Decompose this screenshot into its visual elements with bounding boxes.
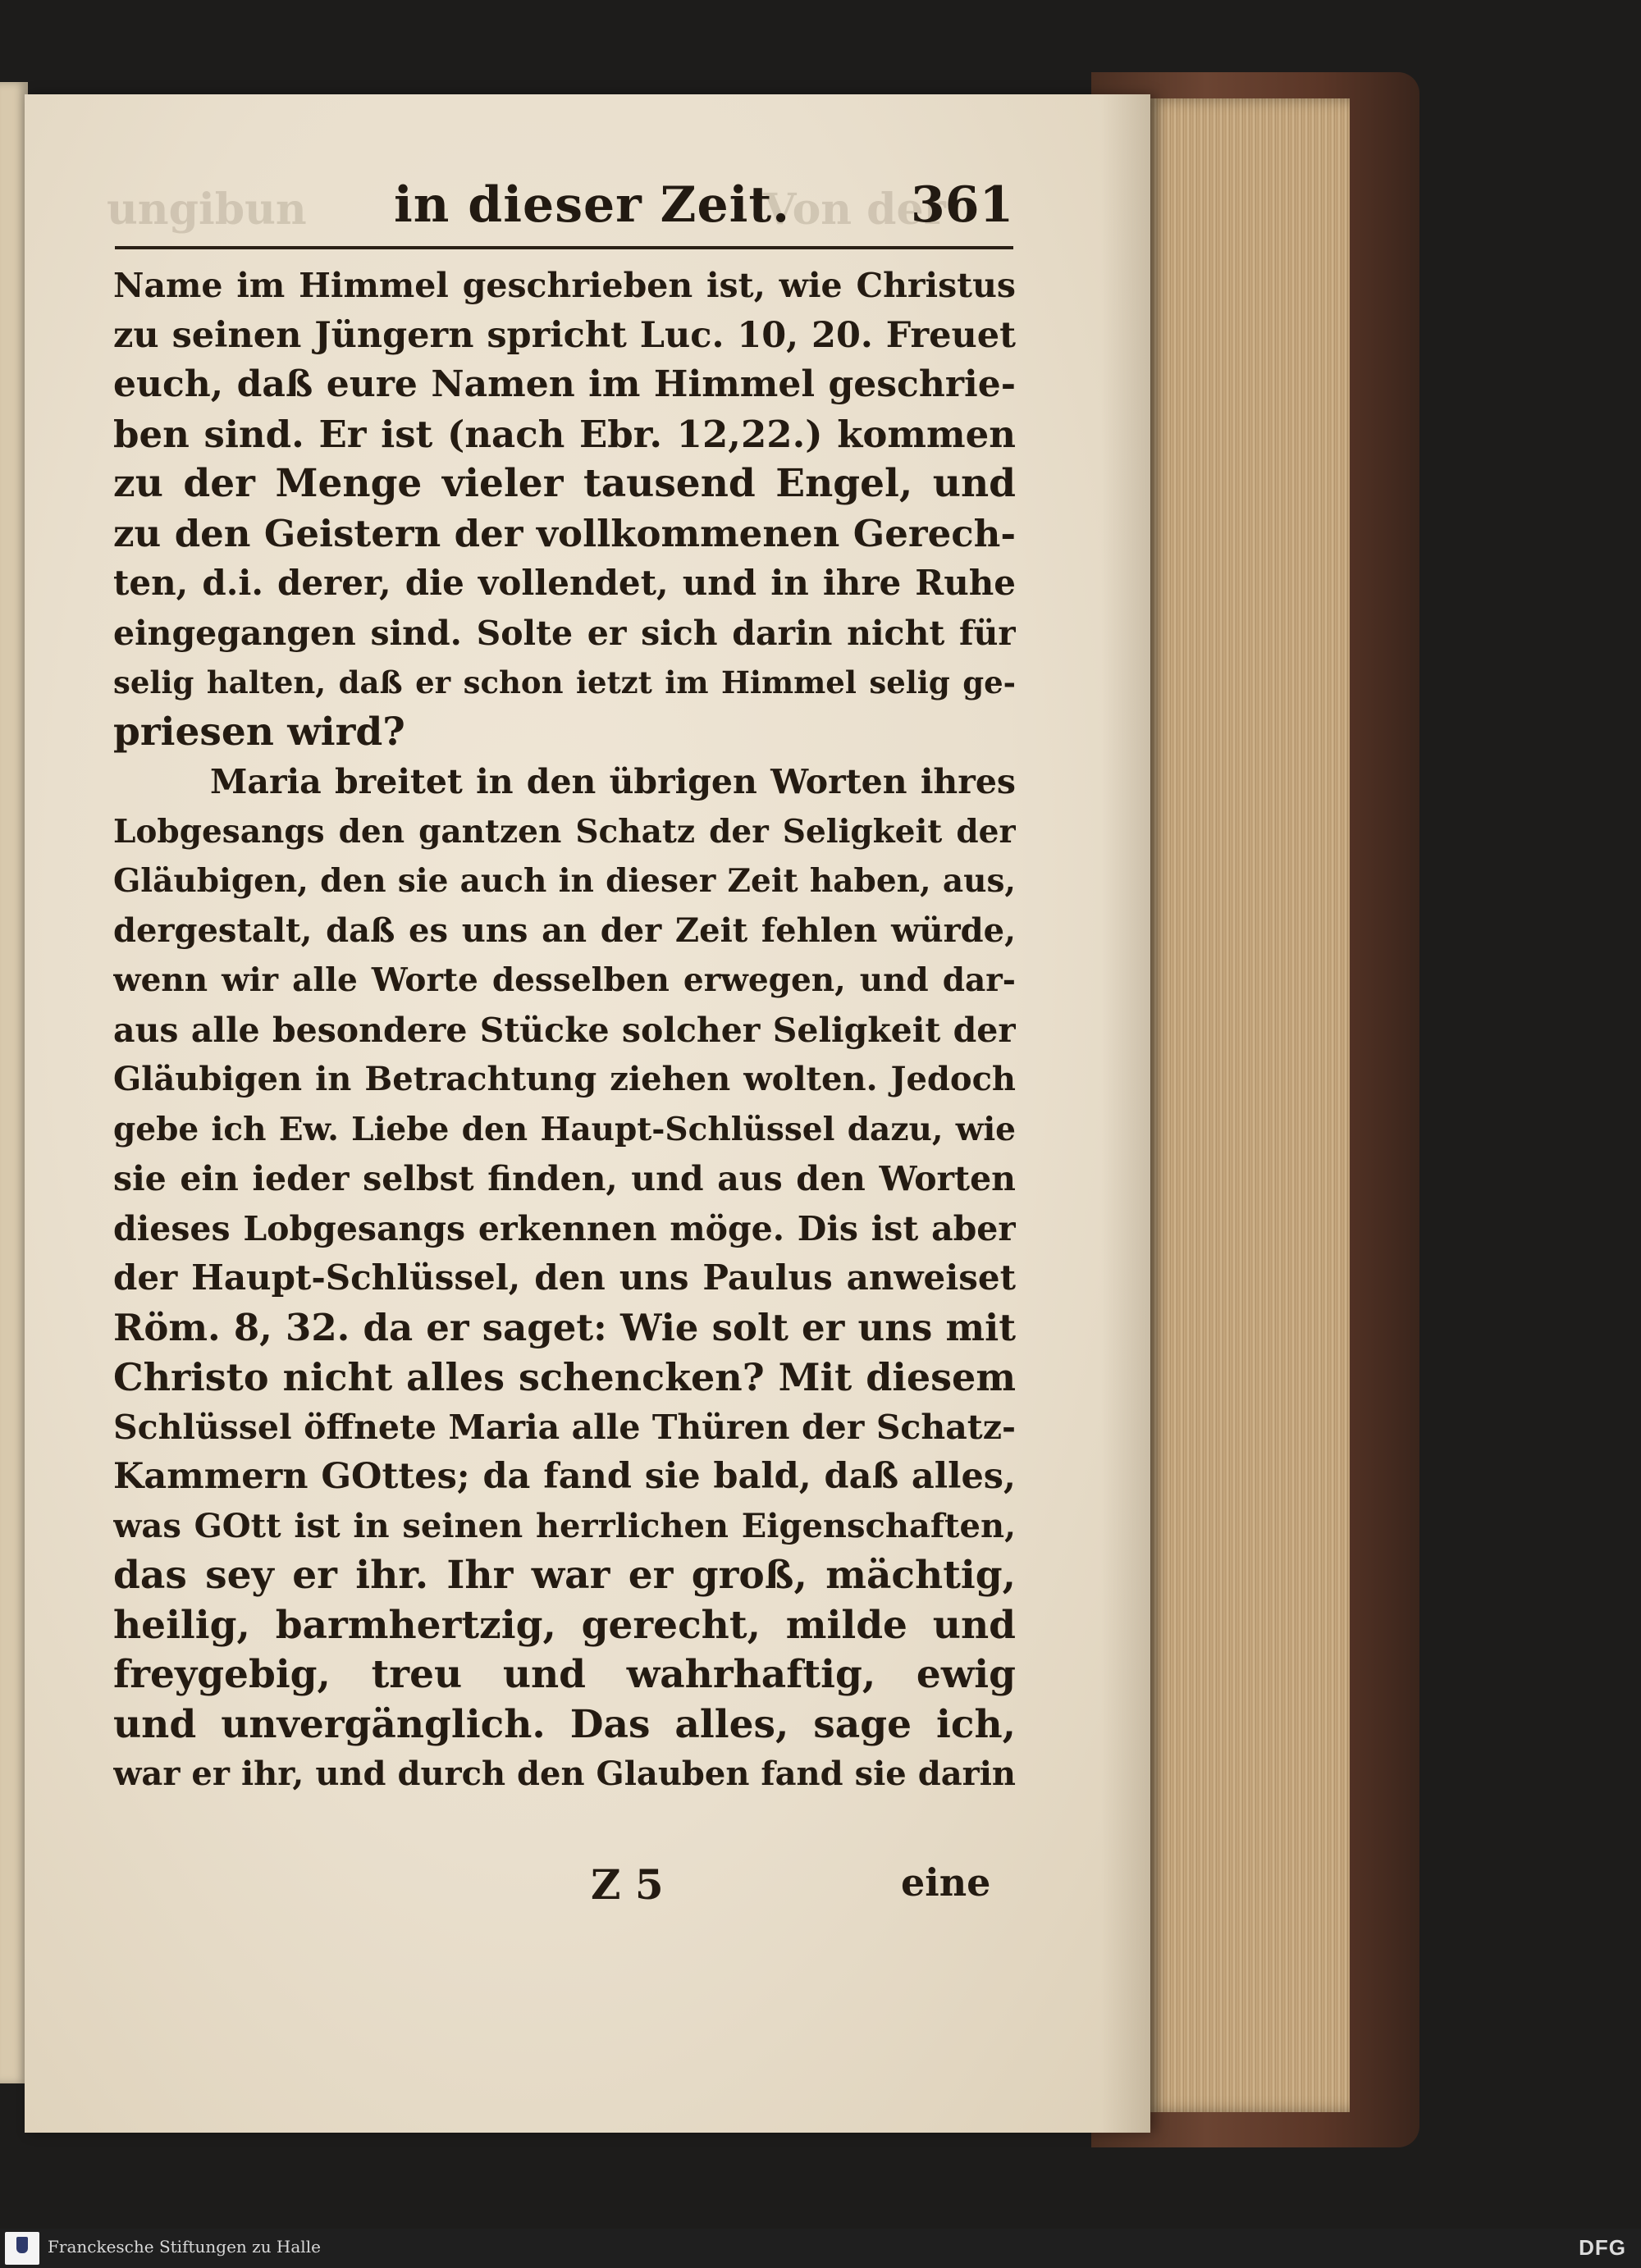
- previous-page-edge: [0, 82, 28, 2083]
- text-line: zu der Menge vieler tausend Engel, und: [113, 461, 1016, 506]
- text-line: wenn wir alle Worte desselben erwegen, und dar-: [113, 961, 1016, 999]
- catchword: eine: [901, 1860, 991, 1905]
- text-line: Gläubigen in Betrachtung ziehen wolten. Jedoch: [113, 1060, 1016, 1098]
- text-line: ben sind. Er ist (nach Ebr. 12,22.) kommen: [113, 412, 1016, 456]
- text-line: selig halten, daß er schon ietzt im Himmel selig ge-: [113, 664, 1016, 700]
- text-line: Röm. 8, 32. da er saget: Wie solt er uns mit: [113, 1305, 1016, 1349]
- show-through-text: Von der: [763, 185, 947, 235]
- text-line: aus alle besondere Stücke solcher Seligkeit der: [113, 1010, 1016, 1050]
- text-line: heilig, barmhertzig, gerecht, milde und: [113, 1602, 1016, 1648]
- page-number: 361: [911, 176, 1014, 234]
- text-line: zu den Geistern der vollkommenen Gerech-: [113, 511, 1016, 555]
- text-line: das sey er ihr. Ihr war er groß, mächtig,: [113, 1553, 1016, 1598]
- text-line: und unvergänglich. Das alles, sage ich,: [113, 1701, 1016, 1747]
- text-line: euch, daß eure Namen im Himmel geschrie-: [113, 363, 1016, 405]
- text-line: priesen wird?: [113, 709, 405, 755]
- show-through-text: ungibun: [107, 185, 307, 235]
- head-rule: [115, 246, 1013, 249]
- text-line: Kammern GOttes; da fand sie bald, daß alles,: [113, 1456, 1016, 1497]
- body-text: [113, 261, 1016, 1800]
- text-line: Maria breitet in den übrigen Worten ihres: [210, 762, 1016, 801]
- shield-icon: [16, 2237, 28, 2253]
- text-line: ten, d.i. derer, die vollendet, und in ihre Ruhe: [113, 563, 1016, 603]
- footer-organization: Franckesche Stiftungen zu Halle: [48, 2237, 321, 2257]
- institution-logo-icon: [5, 2232, 39, 2265]
- text-line: Schlüssel öffnete Maria alle Thüren der Schatz-: [113, 1407, 1016, 1447]
- text-line: gebe ich Ew. Liebe den Haupt-Schlüssel dazu, wie: [113, 1110, 1016, 1148]
- text-line: was GOtt ist in seinen herrlichen Eigenschaften,: [113, 1506, 1016, 1545]
- text-line: dieses Lobgesangs erkennen möge. Dis ist aber: [113, 1208, 1016, 1248]
- text-line: Lobgesangs den gantzen Schatz der Seligkeit der: [113, 812, 1016, 851]
- footer-funder-logo: DFG: [1579, 2235, 1626, 2260]
- text-line: freygebig, treu und wahrhaftig, ewig: [113, 1652, 1016, 1697]
- viewer-footer: [0, 2229, 1641, 2268]
- signature-mark: Z 5: [591, 1860, 664, 1909]
- text-line: eingegangen sind. Solte er sich darin nicht für: [113, 613, 1016, 653]
- running-head: in dieser Zeit.: [394, 176, 791, 234]
- text-line: zu seinen Jüngern spricht Luc. 10, 20. Freuet: [113, 314, 1016, 356]
- text-line: Name im Himmel geschrieben ist, wie Christus: [113, 266, 1016, 305]
- text-line: sie ein ieder selbst finden, und aus den Worten: [113, 1159, 1016, 1198]
- text-line: war er ihr, und durch den Glauben fand sie darin: [113, 1755, 1016, 1793]
- text-line: der Haupt-Schlüssel, den uns Paulus anweiset: [113, 1257, 1016, 1298]
- text-line: Gläubigen, den sie auch in dieser Zeit haben, aus,: [113, 862, 1016, 900]
- text-line: dergestalt, daß es uns an der Zeit fehlen würde,: [113, 910, 1016, 950]
- text-line: Christo nicht alles schencken? Mit diesem: [113, 1355, 1016, 1399]
- page-edges: [1145, 98, 1350, 2112]
